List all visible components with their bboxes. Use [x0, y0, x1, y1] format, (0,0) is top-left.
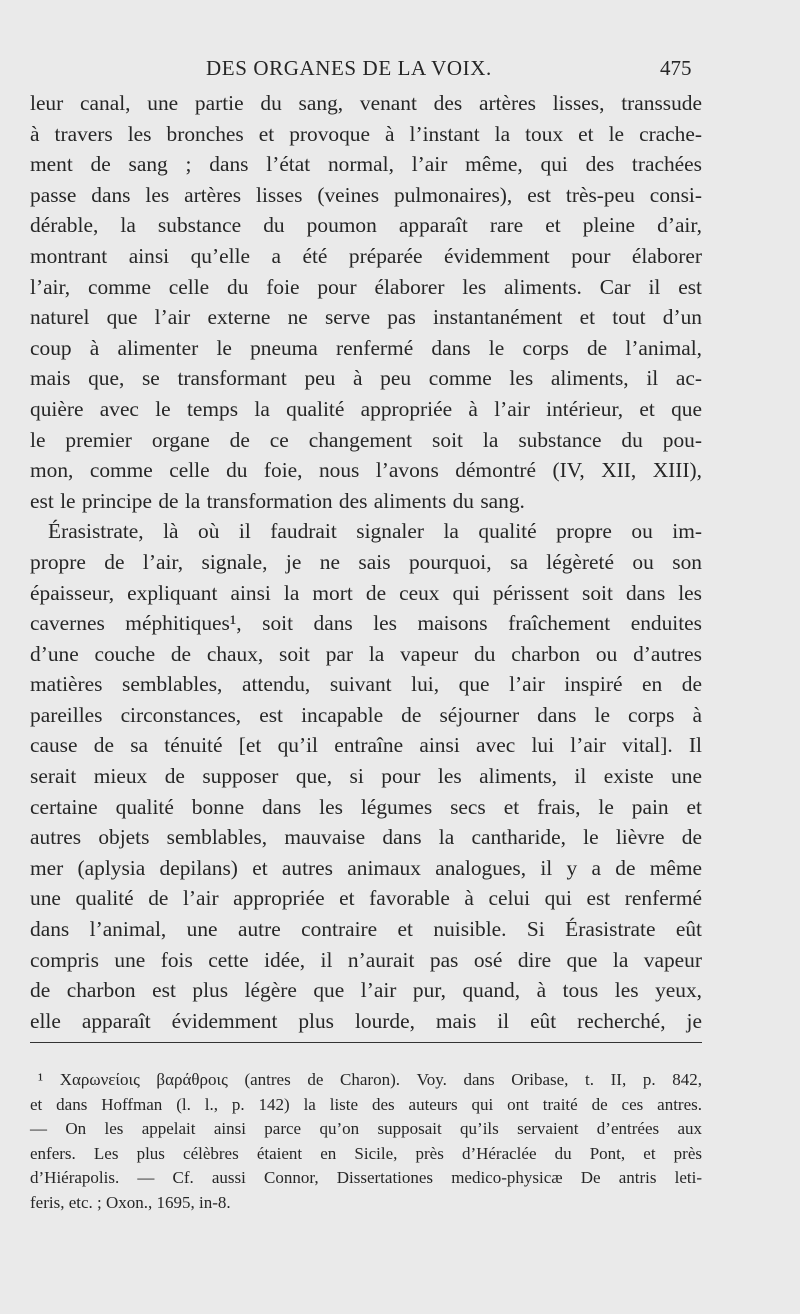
text-line: mais que, se transformant peu à peu comme les aliments, il ac-: [30, 366, 702, 391]
text-line: mon, comme celle du foie, nous l’avons démontré (IV, XII, XIII),: [30, 458, 702, 483]
text-line: autres objets semblables, mauvaise dans la cantharide, le lièvre de: [30, 825, 702, 850]
text-line: coup à alimenter le pneuma renfermé dans le corps de l’animal,: [30, 335, 702, 360]
text-line: de charbon est plus légère que l’air pur, quand, à tous les yeux,: [30, 978, 702, 1003]
text-line: leur canal, une partie du sang, venant des artères lisses, transsude: [30, 91, 702, 115]
footnote-divider: [30, 1042, 702, 1043]
text-line: l’air, comme celle du foie pour élaborer les aliments. Car il est: [30, 274, 702, 299]
text-line: dans l’animal, une autre contraire et nuisible. Si Érasistrate eût: [30, 917, 702, 942]
text-line: certaine qualité bonne dans les légumes secs et frais, le pain et: [30, 794, 702, 819]
text-line: d’une couche de chaux, soit par la vapeur du charbon ou d’autres: [30, 641, 702, 666]
footnote-line: — On les appelait ainsi parce qu’on supposait qu’ils servaient d’entrées aux: [30, 1119, 702, 1139]
footnote-line: et dans Hoffman (l. l., p. 142) la liste des auteurs qui ont traité de ces antres.: [30, 1094, 702, 1114]
text-line: ment de sang ; dans l’état normal, l’air même, qui des trachées: [30, 152, 702, 177]
text-line: quière avec le temps la qualité appropriée à l’air intérieur, et que: [30, 396, 702, 421]
running-title: DES ORGANES DE LA VOIX.: [206, 56, 492, 80]
footnote-line: enfers. Les plus célèbres étaient en Sicile, près d’Héraclée du Pont, et près: [30, 1143, 702, 1163]
page-number: 475: [660, 56, 692, 80]
text-line: compris une fois cette idée, il n’aurait pas osé dire que la vapeur: [30, 947, 702, 972]
text-line: Érasistrate, là où il faudrait signaler la qualité propre ou im-: [48, 519, 702, 544]
footnote: [30, 1068, 702, 1216]
text-line: passe dans les artères lisses (veines pulmonaires), est très-peu consi-: [30, 182, 702, 207]
text-line: propre de l’air, signale, je ne sais pourquoi, sa légèreté ou son: [30, 549, 702, 574]
text-line: matières semblables, attendu, suivant lui, que l’air inspiré en de: [30, 672, 702, 697]
body-text: [30, 88, 702, 1036]
text-line: serait mieux de supposer que, si pour les aliments, il existe une: [30, 764, 702, 789]
text-line: épaisseur, expliquant ainsi la mort de ceux qui périssent soit dans les: [30, 580, 702, 605]
text-line: à travers les bronches et provoque à l’instant la toux et le crache-: [30, 121, 702, 146]
text-line: dérable, la substance du poumon apparaît rare et pleine d’air,: [30, 213, 702, 238]
text-line: mer (aplysia depilans) et autres animaux analogues, il y a de même: [30, 855, 702, 880]
footnote-line: feris, etc. ; Oxon., 1695, in-8.: [30, 1192, 231, 1212]
text-line: elle apparaît évidemment plus lourde, mais il eût recherché, je: [30, 1008, 702, 1033]
text-line: cavernes méphitiques¹, soit dans les maisons fraîchement enduites: [30, 611, 702, 636]
text-line: montrant ainsi qu’elle a été préparée évidemment pour élaborer: [30, 243, 702, 268]
footnote-line: ¹ Χαρωνείοις βαράθροις (antres de Charon). Voy. dans Oribase, t. II, p. 842,: [38, 1070, 702, 1089]
text-line: le premier organe de ce changement soit la substance du pou-: [30, 427, 702, 452]
text-line: cause de sa ténuité [et qu’il entraîne ainsi avec lui l’air vital]. Il: [30, 733, 702, 758]
footnote-line: d’Hiérapolis. — Cf. aussi Connor, Dissertationes medico-physicæ De antris leti-: [30, 1168, 702, 1188]
text-line: pareilles circonstances, est incapable de séjourner dans le corps à: [30, 702, 702, 727]
text-line: est le principe de la transformation des aliments du sang.: [30, 488, 525, 513]
page-header: [0, 54, 800, 88]
text-line: une qualité de l’air appropriée et favorable à celui qui est renfermé: [30, 886, 702, 911]
text-line: naturel que l’air externe ne serve pas instantanément et tout d’un: [30, 305, 702, 330]
